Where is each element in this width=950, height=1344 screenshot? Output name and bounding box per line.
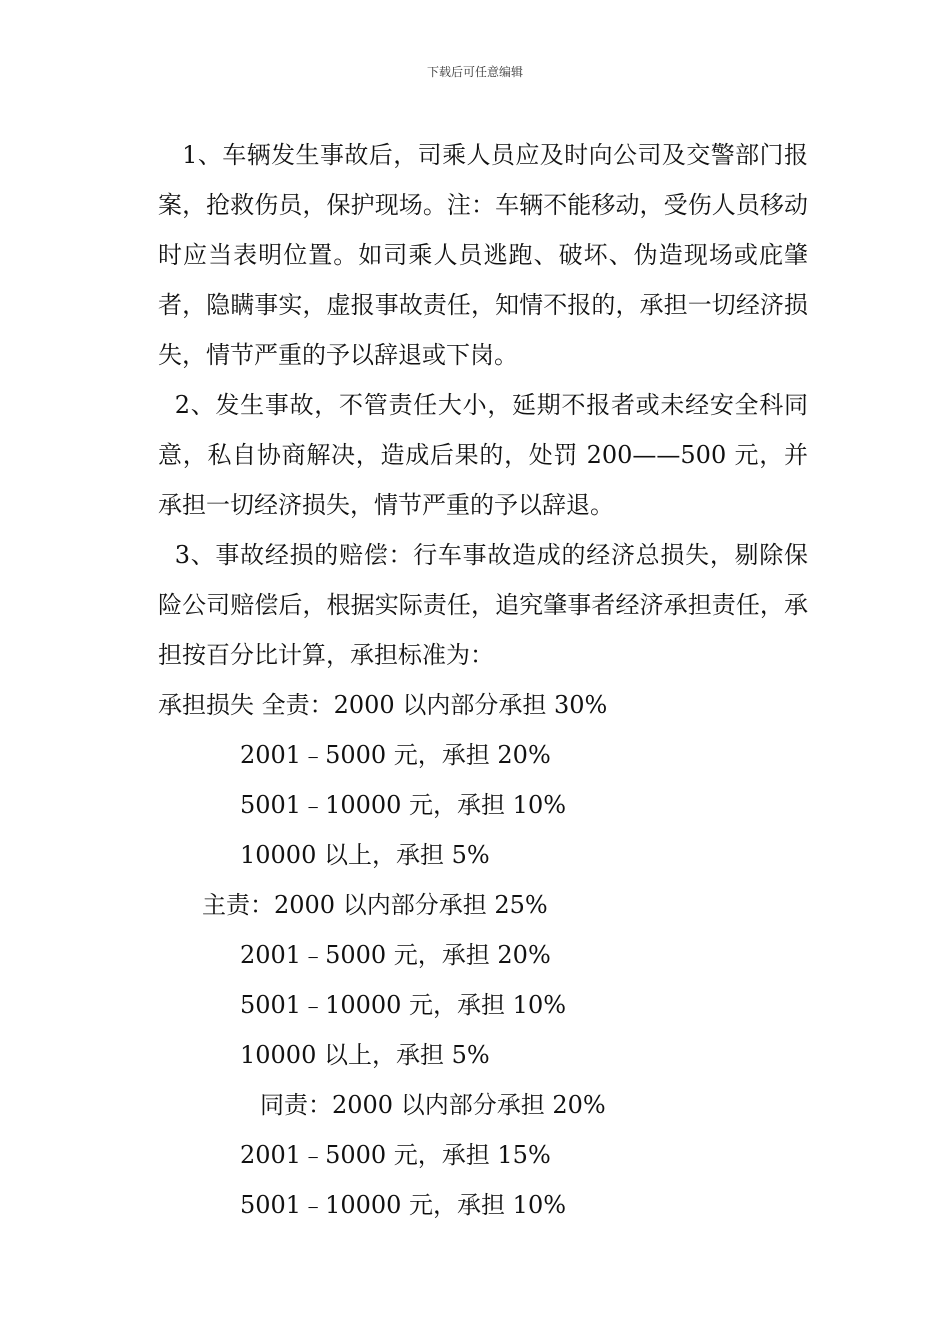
full-liability-heading: 承担损失 全责：2000 以内部分承担 30% <box>158 691 608 719</box>
main-liability-heading: 主责：2000 以内部分承担 25% <box>202 891 548 919</box>
full-liability-tier: 10000 以上，承担 5% <box>240 841 490 869</box>
full-liability-tier: 2001﹣5000 元，承担 20% <box>240 741 551 769</box>
full-liability-tier: 5001﹣10000 元，承担 10% <box>240 791 567 819</box>
paragraph-1: 1、车辆发生事故后，司乘人员应及时向公司及交警部门报案，抢救伤员，保护现场。注：车辆不能移动，受伤人员移动时应当表明位置。如司乘人员逃跑、破坏、伪造现场或庇肇者，隐瞒事实，虚报事故责任，知情不报的，承担一切经济损失，情节严重的予以辞退或下岗。 <box>158 141 808 369</box>
main-liability-tier: 10000 以上，承担 5% <box>240 1041 490 1069</box>
page-header: 下载后可任意编辑 <box>426 65 523 79</box>
main-liability-tier: 2001﹣5000 元，承担 20% <box>240 941 551 969</box>
paragraph-3: 3、事故经损的赔偿：行车事故造成的经济总损失，剔除保险公司赔偿后，根据实际责任，追究肇事者经济承担责任，承担按百分比计算，承担标准为： <box>158 541 808 669</box>
document-body <box>158 130 808 1230</box>
paragraph-2: 2、发生事故，不管责任大小，延期不报者或未经安全科同意，私自协商解决，造成后果的，处罚 200——500 元，并承担一切经济损失，情节严重的予以辞退。 <box>158 391 808 519</box>
main-liability-tier: 5001﹣10000 元，承担 10% <box>240 991 567 1019</box>
same-liability-tier: 5001﹣10000 元，承担 10% <box>240 1191 567 1219</box>
same-liability-heading: 同责：2000 以内部分承担 20% <box>260 1091 606 1119</box>
same-liability-tier: 2001﹣5000 元，承担 15% <box>240 1141 551 1169</box>
